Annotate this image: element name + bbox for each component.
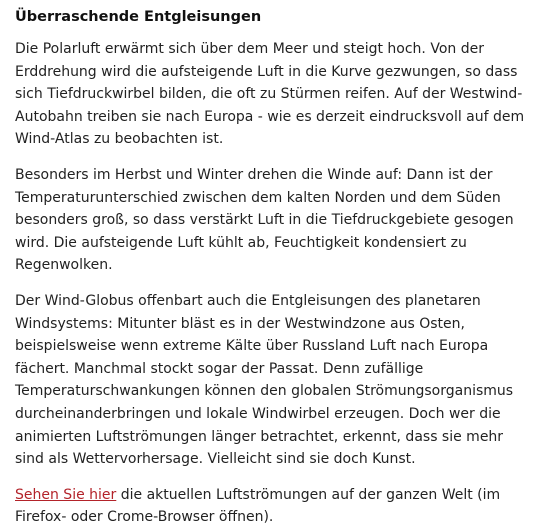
link-trailing-text: die aktuellen Luftströmungen auf der ganzen Welt (im Firefox- oder Crome-Browser öffnen). bbox=[15, 486, 501, 526]
paragraph-herbst-winter: Besonders im Herbst und Winter drehen die Winde auf: Dann ist der Temperaturunterschied zwischen dem kalten Norden und dem Süden besonders groß, so dass verstärkt Luft in die Tiefdruckgebiete gesogen wird. Die aufsteigende Luft kühlt ab, Feuchtigkeit kondensiert zu Regenwolken. bbox=[15, 166, 514, 274]
paragraph-wind-globus: Der Wind-Globus offenbart auch die Entgleisungen des planetaren Windsystems: Mitunter bläst es in der Westwindzone aus Osten, beispielsweise wenn extreme Kälte über Russland Luft nach Europa fächert. Manchmal stockt sogar der Passat. Denn zufällige Temperaturschwankungen können den globalen Strömungsorganismus durcheinanderbringen und lokale Windwirbel erzeugen. Doch wer die animierten Luftströmungen länger betrachtet, erkennt, dass sie mehr sind als Wettervorhersage. Vielleicht sind sie doch Kunst. bbox=[15, 292, 514, 468]
article-heading: Überraschende Entgleisungen bbox=[15, 9, 262, 25]
paragraph-polarluft: Die Polarluft erwärmt sich über dem Meer und steigt hoch. Von der Erddrehung wird die aufsteigende Luft in die Kurve gezwungen, so dass sich Tiefdruckwirbel bilden, die oft zu Stürmen reifen. Auf der Westwind-Autobahn treiben sie nach Europa - wie es derzeit eindrucksvoll auf dem Wind-Atlas zu beobachten ist. bbox=[15, 41, 525, 148]
wind-map-link[interactable]: Sehen Sie hier bbox=[15, 486, 117, 503]
paragraph-link bbox=[15, 484, 526, 529]
